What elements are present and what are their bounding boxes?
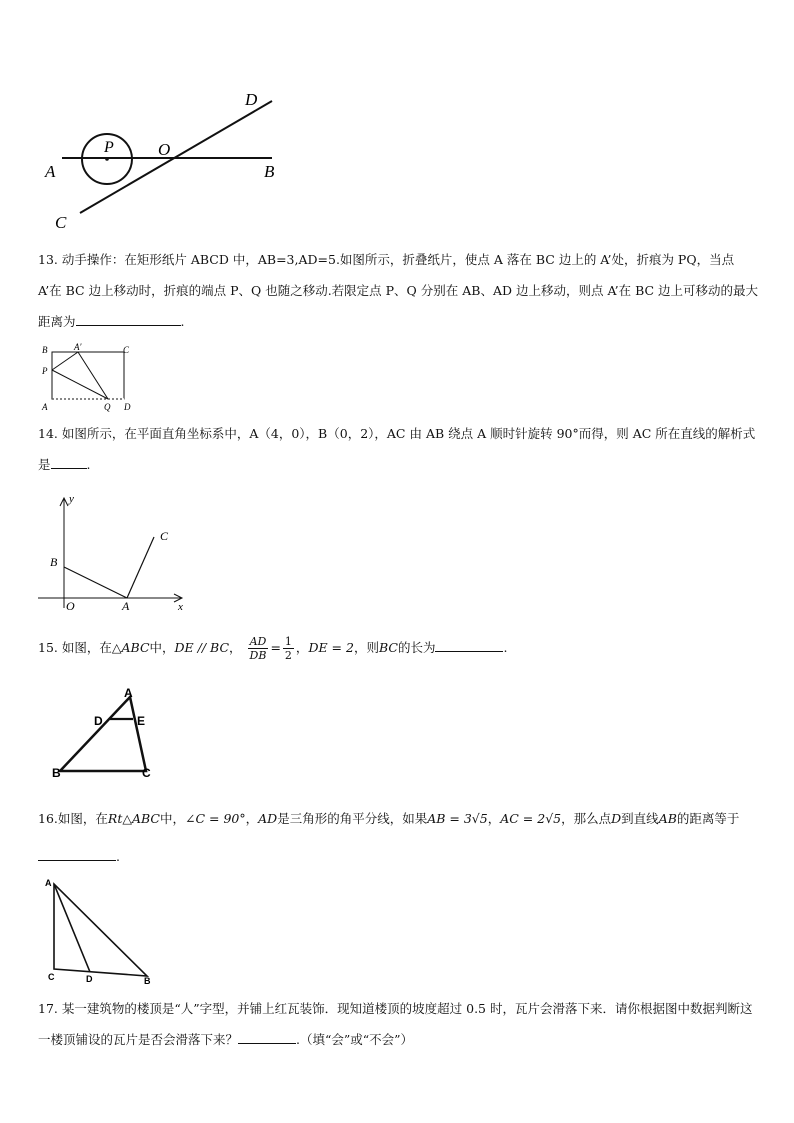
line-pa1 xyxy=(52,352,78,370)
label-c: C xyxy=(55,213,67,232)
q16-part8: 的距离等于 xyxy=(676,811,740,826)
q14-end: . xyxy=(86,457,91,472)
q15-answer-blank[interactable] xyxy=(435,639,503,653)
label-d: D xyxy=(245,90,258,109)
q15-part3: ， xyxy=(229,640,242,655)
q15-bc: BC xyxy=(378,640,398,655)
q15-fraction-half: $\frac{1}{2}$ xyxy=(284,635,292,662)
label-a: A xyxy=(124,686,133,700)
q17-end: .（填“会”或“不会”） xyxy=(296,1032,414,1047)
q14-number: 14. xyxy=(38,426,58,441)
label-d: D xyxy=(124,402,131,412)
question-15 xyxy=(38,632,760,663)
label-q: Q xyxy=(104,402,111,412)
label-d: D xyxy=(86,974,93,984)
q17-text: 某一建筑物的楼顶是“人”字型，并铺上红瓦装饰．现知道楼顶的坡度超过 0.5 时，瓦片会滑落下来．请你根据图中数据判断这一楼顶铺设的瓦片是否会滑落下来？ xyxy=(38,1001,753,1047)
label-p: P xyxy=(104,139,114,156)
q13-end: . xyxy=(180,314,185,329)
q16-part1: 如图，在 xyxy=(57,811,108,826)
label-o: O xyxy=(158,140,171,159)
figure-circle-line xyxy=(40,85,290,235)
label-e: E xyxy=(137,714,146,728)
q15-part4: ， xyxy=(295,640,309,655)
figure-right-triangle xyxy=(42,874,164,986)
q14-answer-blank[interactable] xyxy=(51,456,87,470)
q15-part2: 中， xyxy=(149,640,175,655)
q16-part4: 是三角形的角平分线，如果 xyxy=(277,811,428,826)
q16-part5: ， xyxy=(487,811,501,826)
q16-ac-value: AC = 2√5 xyxy=(500,811,562,826)
segment-ba xyxy=(64,567,127,598)
fold-pq xyxy=(52,370,108,399)
segment-ac xyxy=(127,537,154,598)
q15-parallel: DE // BC xyxy=(174,640,230,655)
triangle-abc xyxy=(54,884,147,976)
q15-part6: 的长为 xyxy=(397,640,436,655)
q16-angle: ∠C = 90° xyxy=(184,811,246,826)
q16-ad: AD xyxy=(258,811,278,826)
label-c: C xyxy=(142,766,151,780)
q15-de: DE = 2 xyxy=(308,640,354,655)
label-a: A xyxy=(45,162,56,181)
q16-ab-value: AB = 3√5 xyxy=(427,811,488,826)
q16-number: 16. xyxy=(38,811,58,826)
q17-number: 17. xyxy=(38,1001,58,1016)
label-d: D xyxy=(94,714,103,728)
q16-answer-blank[interactable] xyxy=(38,848,116,862)
label-b: B xyxy=(264,162,275,181)
label-c: C xyxy=(160,529,169,543)
q16-d: D xyxy=(611,811,622,826)
label-b: B xyxy=(42,345,48,355)
label-a: A xyxy=(42,402,48,412)
label-o: O xyxy=(66,599,75,613)
q16-end: . xyxy=(116,849,120,864)
figure-rectangle xyxy=(38,342,138,414)
bisector-ad xyxy=(54,884,90,972)
q16-ab-line: AB xyxy=(658,811,677,826)
question-16 xyxy=(38,800,760,876)
triangle-abc xyxy=(60,697,146,771)
q15-part1: 如图，在 xyxy=(61,640,112,655)
question-17 xyxy=(38,993,760,1055)
figure-triangle-de xyxy=(48,685,168,783)
q16-part2: 中， xyxy=(159,811,185,826)
q16-part3: ， xyxy=(245,811,259,826)
q17-answer-blank[interactable] xyxy=(238,1031,296,1045)
q16-rt-triangle: Rt△ABC xyxy=(107,811,160,826)
label-c: C xyxy=(123,345,130,355)
q14-text: 如图所示，在平面直角坐标系中，A（4，0），B（0，2），AC 由 AB 绕点 A 顺时针旋转 90°而得，则 AC 所在直线的解析式是 xyxy=(38,426,756,472)
q15-part5: ，则 xyxy=(353,640,379,655)
q13-text: 动手操作：在矩形纸片 ABCD 中，AB=3,AD=5.如图所示，折叠纸片，使点 A 落在 BC 边上的 A’处，折痕为 PQ，当点 A’在 BC 边上移动时，折痕的端点 P、Q 也随之移动.若限定点 P、Q 分别在 AB、AD 边上移动，则点 A’在 BC 边上可移动的最大距离为 xyxy=(38,252,759,329)
label-x: x xyxy=(178,601,183,613)
label-c: C xyxy=(48,972,55,982)
q15-equals: = xyxy=(270,640,281,655)
line-a1q xyxy=(78,352,108,399)
label-a: A xyxy=(45,878,52,888)
label-a: A xyxy=(122,599,130,613)
q15-fraction-ad-db: $\frac{AD}{DB}$ xyxy=(249,635,267,662)
q15-number: 15. xyxy=(38,640,58,655)
label-b: B xyxy=(144,976,151,986)
label-b: B xyxy=(52,766,61,780)
q15-end: . xyxy=(503,640,508,655)
q13-number: 13. xyxy=(38,252,58,267)
question-14 xyxy=(38,418,760,480)
q16-part6: ，那么点 xyxy=(561,811,612,826)
label-b: B xyxy=(50,555,58,569)
q13-answer-blank[interactable] xyxy=(76,313,181,327)
label-a1: A′ xyxy=(74,342,82,352)
label-p: P xyxy=(42,366,48,376)
question-13 xyxy=(38,244,760,337)
q16-part7: 到直线 xyxy=(621,811,659,826)
q15-triangle: △ABC xyxy=(111,640,150,655)
label-y: y xyxy=(69,493,74,505)
point-p xyxy=(105,157,109,161)
figure-coordinate xyxy=(34,490,194,615)
